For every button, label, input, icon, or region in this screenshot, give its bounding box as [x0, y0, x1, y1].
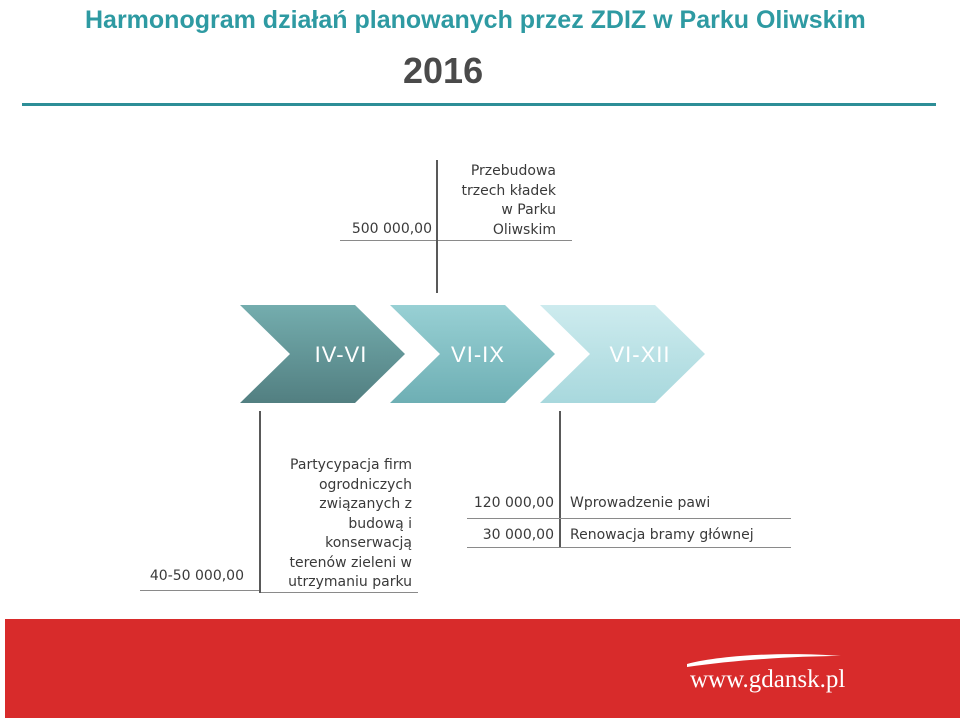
lower-left-desc-line: budową i	[348, 515, 412, 532]
page-title: Harmonogram działań planowanych przez ZDIZ w Parku Oliwskim	[85, 6, 866, 34]
lower-right-underline-1	[467, 518, 791, 519]
lower-left-connector-line	[259, 411, 261, 593]
phase-label-3: VI-XII	[609, 342, 671, 367]
lower-left-desc-line: związanych z	[319, 496, 412, 512]
phase-label-2: VI-IX	[451, 342, 505, 367]
lower-right-amount-2: 30 000,00	[482, 527, 554, 543]
lower-left-amount-underline	[140, 590, 259, 591]
footer-url-logo: www.gdansk.pl	[690, 666, 846, 693]
phase-chevron-1	[240, 305, 405, 403]
lower-right-connector-line	[559, 411, 561, 548]
phase-chevron-3	[540, 305, 705, 403]
upper-desc-line: trzech kładek	[461, 182, 556, 199]
upper-desc-line: Przebudowa	[470, 163, 556, 179]
lower-left-description	[264, 456, 412, 593]
lower-right-amount-1: 120 000,00	[473, 495, 554, 511]
lower-left-desc-line: utrzymaniu parku	[288, 574, 412, 590]
lower-right-underline-2	[467, 547, 791, 548]
year-heading: 2016	[403, 50, 484, 91]
upper-amount: 500 000,00	[351, 221, 432, 237]
lower-left-desc-line: terenów zieleni w	[289, 554, 412, 571]
lower-left-desc-line: konserwacją	[325, 535, 412, 551]
lower-right-desc-1: Wprowadzenie pawi	[570, 495, 711, 511]
phase-chevron-2	[390, 305, 555, 403]
lower-left-desc-line: ogrodniczych	[318, 476, 412, 493]
upper-desc-line: w Parku	[501, 202, 556, 218]
upper-desc-line: Oliwskim	[492, 221, 556, 238]
lower-left-desc-line: Partycypacja firm	[290, 457, 412, 473]
phase-label-1: IV-VI	[314, 342, 368, 367]
lower-right-desc-2: Renowacja bramy głównej	[570, 527, 754, 543]
lower-left-amount: 40-50 000,00	[149, 568, 244, 584]
